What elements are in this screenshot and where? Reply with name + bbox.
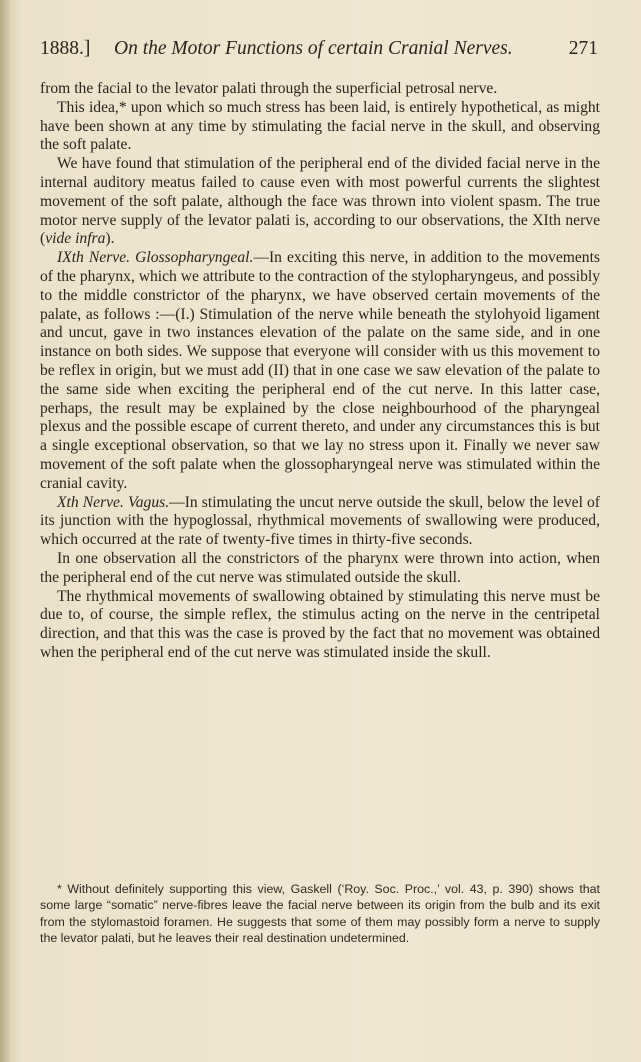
header-year: 1888.] (40, 38, 91, 59)
paragraph-ix-nerve (40, 249, 600, 493)
body-text (40, 80, 600, 663)
paragraph-facial-stimulation (40, 155, 600, 249)
header-title: On the Motor Functions of certain Cranial Nerves. (114, 38, 513, 59)
paragraph-idea: This idea,* upon which so much stress has been laid, is entirely hypothetical, as might have been shown at any time by stimulating the facial nerve in the skull, and observing the soft palate. (40, 98, 600, 154)
page-spine-shadow (0, 0, 10, 1062)
paragraph-x-nerve (40, 494, 600, 550)
section-heading-x: Xth Nerve. Vagus. (57, 493, 170, 511)
paragraph-x-text: —In stimulating the uncut nerve outside the skull, below the level of its junction with the hypoglossal, rhythmical movements of swallowing were produced, which occurred at the rate of twenty-five times in thirty-five seconds. (40, 493, 600, 549)
page-number: 271 (568, 38, 598, 59)
vide-infra: vide infra (45, 230, 106, 248)
running-header (40, 34, 598, 64)
paragraph-facial-end: ). (105, 230, 115, 248)
paragraph-constrictors: In one observation all the constrictors of the pharynx were thrown into action, when the peripheral end of the cut nerve was stimulated outside the skull. (40, 549, 600, 586)
paragraph-rhythmical: The rhythmical movements of swallowing obtained by stimulating this nerve must be due to, of course, the simple reflex, the stimulus acting on the nerve in the centripetal direction, and that this was the case is proved by the fact that no movement was obtained when the peripheral end of the cut nerve was stimulated inside the skull. (40, 587, 600, 661)
section-heading-ix: IXth Nerve. Glossopharyngeal. (57, 249, 254, 267)
footnote: * Without definitely supporting this view, Gaskell (‘Roy. Soc. Proc.,’ vol. 43, p. 390) shows that some large “somatic” nerve-fibres leave the facial nerve between its origin from the bulb and its exit from the stylomastoid foramen. He suggests that some of them may possibly form a nerve to supply the levator palati, but he leaves their real destination undetermined. (40, 882, 600, 946)
paragraph-ix-text: —In exciting this nerve, in addition to the movements of the pharynx, which we attribute to the contraction of the stylopharyngeus, and possibly to the middle constrictor of the pharynx, we have observed certain movements of the palate, as follows :—(I.) Stimulation of the nerve while beneath the stylohyoid ligament and uncut, gave in two instances elevation of the palate on the same side, and in one instance on both sides. We suppose that everyone will consider with us this movement to be reflex in origin, but we must add (II) that in one case we saw elevation of the palate to the same side when exciting the peripheral end of the cut nerve. In this latter case, perhaps, the result may be explained by the close neighbourhood of the pharyngeal plexus and the possible escape of current thereto, and under any circumstances this is but a single exceptional observation, so that we lay no stress upon it. Finally we never saw movement of the soft palate when the glossopharyngeal nerve was stimulated within the cranial cavity. (40, 249, 600, 492)
paragraph-continuation: from the facial to the levator palati through the superficial petrosal nerve. (40, 80, 498, 97)
paragraph-facial-text: We have found that stimulation of the peripheral end of the divided facial nerve in the internal auditory meatus failed to cause even with most powerful currents the slightest movement of the soft palate, although the face was thrown into violent spasm. The true motor nerve supply of the levator palati is, according to our observations, the XIth nerve ( (40, 155, 600, 248)
